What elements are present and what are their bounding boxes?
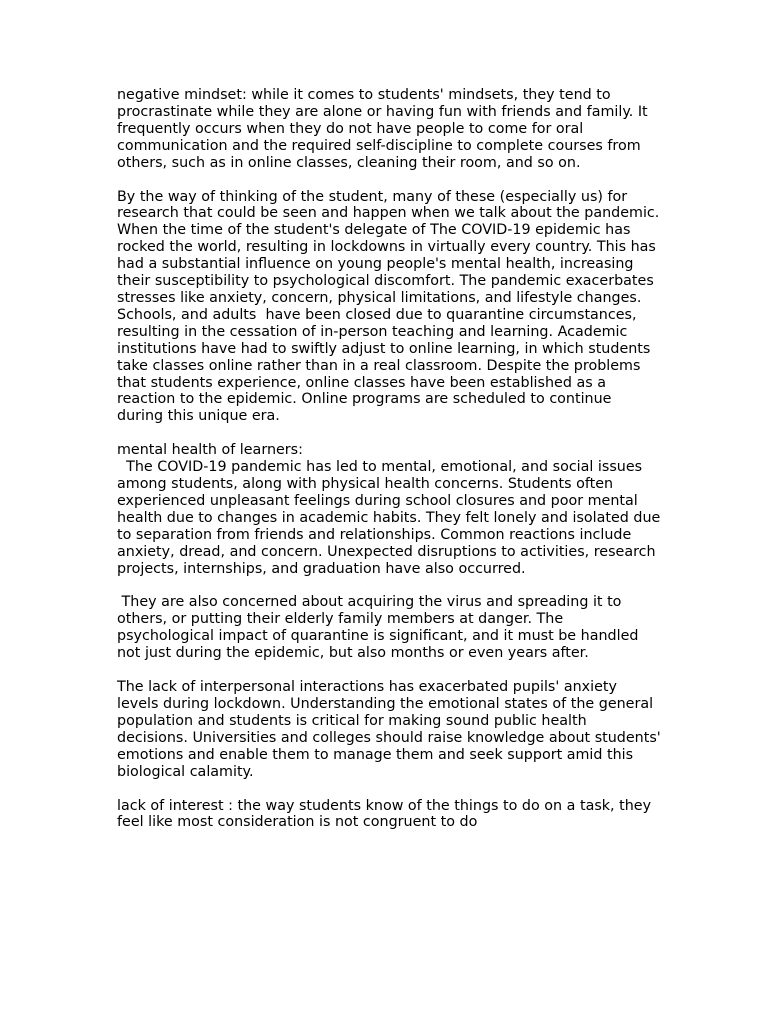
paragraph-mental-health-body: The COVID-19 pandemic has led to mental, emotional, and social issues among students, along with physical health concerns. Students often experienced unpleasant feelings during school closures and poor mental health due to changes in academic habits. They felt lonely and isolated due to separation from friends and relationships. Common reactions include anxiety, dread, and concern. Unexpected disruptions to activities, research projects, internships, and graduation have also occurred. [117,459,665,577]
paragraph-mental-health-heading: mental health of learners: [117,442,303,459]
paragraph-virus-concern: They are also concerned about acquiring the virus and spreading it to others, or putting their elderly family members at danger. The psychological impact of quarantine is significant, and it must be handled not just during the epidemic, but also months or even years after. [117,594,643,662]
paragraph-covid-epidemic: When the time of the student's delegate of The COVID-19 epidemic has rocked the world, resulting in lockdowns in virtually every country. This has had a substantial influence on young people's mental health, increasing their susceptibility to psychological discomfort. The pandemic exacerbates stresses like anxiety, concern, physical limitations, and lifestyle changes. Schools, and adults have been closed due to quarantine circumstances, resulting in the cessation of in-person teaching and learning. Academic institutions have had to swiftly adjust to online learning, in which students take classes online rather than in a real classroom. Despite the problems that students experience, online classes have been established as a reaction to the epidemic. Online programs are scheduled to continue during this unique era. [117,222,661,425]
paragraph-interpersonal-interactions: The lack of interpersonal interactions has exacerbated pupils' anxiety levels during lockdown. Understanding the emotional states of the general population and students is critical for making sound public health decisions. Universities and colleges should raise knowledge about students' emotions and enable them to manage them and seek support amid this biological calamity. [117,679,666,780]
document-page [117,87,666,848]
paragraph-lack-of-interest: lack of interest : the way students know of the things to do on a task, they feel like most consideration is not congruent to do [117,797,656,831]
paragraph-negative-mindset: negative mindset: while it comes to students' mindsets, they tend to procrastinate while they are alone or having fun with friends and family. It frequently occurs when they do not have people to come for oral communication and the required self-discipline to complete courses from others, such as in online classes, cleaning their room, and so on. [117,87,653,171]
paragraph-way-of-thinking: By the way of thinking of the student, many of these (especially us) for research that could be seen and happen when we talk about the pandemic. [117,188,660,222]
